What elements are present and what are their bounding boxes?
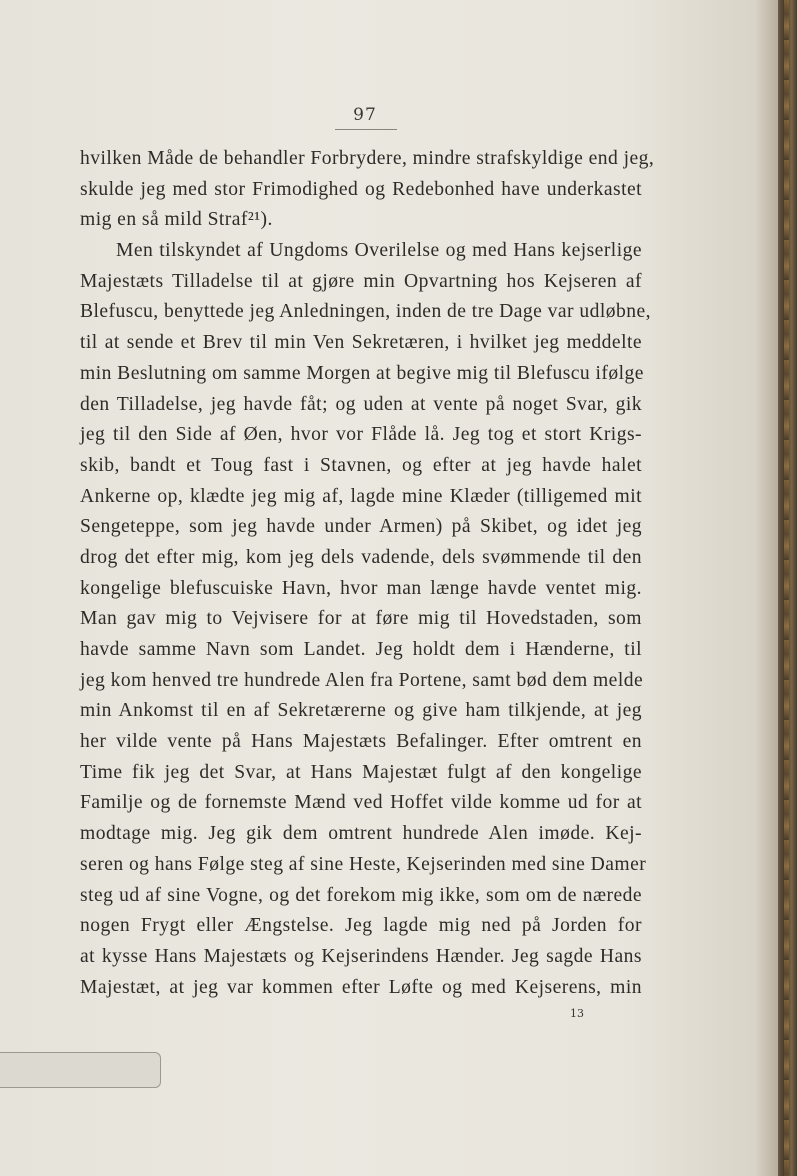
body-text — [80, 144, 655, 1003]
text-line: Time fik jeg det Svar, at Hans Majestæt fulgt af den kongelige — [80, 761, 642, 783]
text-line: skulde jeg med stor Frimodighed og Redebonhed have underkastet — [80, 178, 642, 200]
text-line: min Ankomst til en af Sekretærerne og give ham tilkjende, at jeg — [80, 700, 642, 722]
text-line: hvilken Måde de behandler Forbrydere, mindre strafskyldige end jeg, — [80, 148, 655, 169]
header-rule — [335, 129, 397, 130]
text-line: steg ud af sine Vogne, og det forekom mig ikke, som om de nærede — [80, 884, 642, 906]
signature-mark: 13 — [570, 1007, 584, 1020]
text-line: havde samme Navn som Landet. Jeg holdt dem i Hænderne, til — [80, 639, 642, 660]
text-line: min Beslutning om samme Morgen at begive mig til Blefuscu ifølge — [80, 362, 644, 384]
library-stamp — [0, 1052, 161, 1088]
text-line: nogen Frygt eller Ængstelse. Jeg lagde mig ned på Jorden for — [80, 915, 642, 937]
text-line: Blefuscu, benyttede jeg Anledningen, inden de tre Dage var udløbne, — [80, 301, 651, 323]
text-line: her vilde vente på Hans Majestæts Befalinger. Efter omtrent en — [80, 731, 642, 753]
text-line: Majestæt, at jeg var kommen efter Løfte og med Kejserens, min — [80, 976, 642, 998]
text-line: Majestæts Tilladelse til at gjøre min Opvartning hos Kejseren af — [80, 270, 642, 292]
text-line: modtage mig. Jeg gik dem omtrent hundrede Alen imøde. Kej- — [80, 823, 642, 845]
text-line: Man gav mig to Vejvisere for at føre mig til Hovedstaden, som — [80, 608, 642, 630]
text-line: mig en så mild Straf²¹). — [80, 209, 273, 231]
text-line: at kysse Hans Majestæts og Kejserindens Hænder. Jeg sagde Hans — [80, 945, 642, 967]
text-line: seren og hans Følge steg af sine Heste, Kejserinden med sine Damer — [80, 853, 647, 875]
binding-texture — [784, 0, 789, 1176]
text-line: skib, bandt et Toug fast i Stavnen, og efter at jeg havde halet — [80, 454, 642, 476]
text-line: Ankerne op, klædte jeg mig af, lagde mine Klæder (tilligemed mit — [80, 485, 642, 507]
text-line: Men tilskyndet af Ungdoms Overilelse og med Hans kejserlige — [116, 240, 642, 262]
page-number: 97 — [353, 105, 377, 125]
text-line: kongelige blefuscuiske Havn, hvor man længe havde ventet mig. — [80, 577, 642, 599]
text-line: jeg til den Side af Øen, hvor vor Flåde lå. Jeg tog et stort Krigs- — [80, 424, 642, 446]
text-line: den Tilladelse, jeg havde fåt; og uden at vente på noget Svar, gik — [80, 393, 642, 415]
text-line: til at sende et Brev til min Ven Sekretæren, i hvilket jeg meddelte — [80, 332, 642, 354]
text-line: Familje og de fornemste Mænd ved Hoffet vilde komme ud for at — [80, 792, 642, 814]
text-line: drog det efter mig, kom jeg dels vadende, dels svømmende til den — [80, 546, 642, 568]
text-line: jeg kom henved tre hundrede Alen fra Portene, samt bød dem melde — [80, 669, 644, 691]
text-line: Sengeteppe, som jeg havde under Armen) på Skibet, og idet jeg — [80, 516, 642, 538]
